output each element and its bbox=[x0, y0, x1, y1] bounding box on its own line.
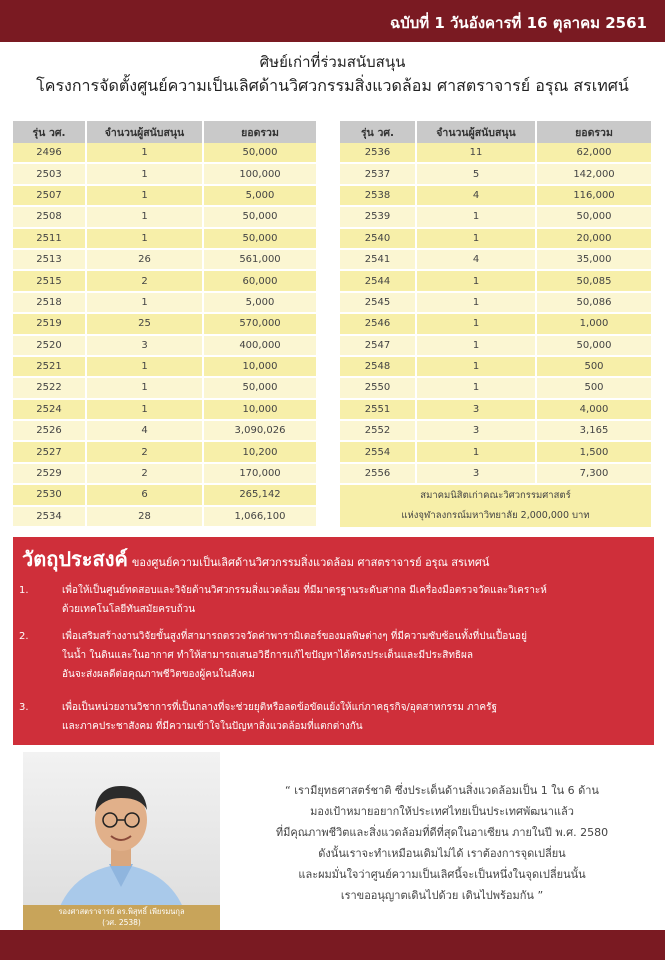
total-cell: 170,000 bbox=[203, 463, 317, 484]
count-cell: 1 bbox=[416, 270, 536, 291]
total-cell: 265,142 bbox=[203, 484, 317, 505]
table-row bbox=[13, 313, 317, 334]
total-cell: 500 bbox=[536, 356, 652, 377]
count-cell: 1 bbox=[416, 313, 536, 334]
class-cell: 2511 bbox=[13, 228, 86, 249]
count-cell: 1 bbox=[86, 399, 203, 420]
count-cell: 3 bbox=[86, 335, 203, 356]
count-cell: 1 bbox=[416, 206, 536, 227]
total-cell: 3,165 bbox=[536, 420, 652, 441]
count-cell: 1 bbox=[416, 441, 536, 462]
class-cell: 2524 bbox=[13, 399, 86, 420]
class-cell: 2503 bbox=[13, 163, 86, 184]
col-class-header: รุ่น วศ. bbox=[13, 121, 86, 143]
total-cell: 50,000 bbox=[203, 228, 317, 249]
table-row bbox=[340, 377, 652, 398]
objective-line: และภาคประชาสังคม ที่มีความเข้าใจในปัญหาสิ่งแวดล้อมที่แตกต่างกัน bbox=[62, 721, 363, 732]
association-note bbox=[340, 484, 652, 528]
table-row bbox=[13, 484, 317, 505]
objective-line: ในน้ำ ในดินและในอากาศ ทำให้สามารถเสนอวิธีการแก้ไขปัญหาได้ตรงประเด็นและมีประสิทธิผล bbox=[62, 650, 473, 661]
table-row bbox=[340, 420, 652, 441]
class-cell: 2544 bbox=[340, 270, 416, 291]
class-cell: 2519 bbox=[13, 313, 86, 334]
title-line-2: โครงการจัดตั้งศูนย์ความเป็นเลิศด้านวิศวกรรมสิ่งแวดล้อม ศาสตราจารย์ อรุณ สรเทศน์ bbox=[36, 76, 629, 95]
table-row bbox=[13, 143, 317, 163]
col-total-header: ยอดรวม bbox=[536, 121, 652, 143]
total-cell: 1,000 bbox=[536, 313, 652, 334]
total-cell: 35,000 bbox=[536, 249, 652, 270]
total-cell: 50,086 bbox=[536, 292, 652, 313]
count-cell: 25 bbox=[86, 313, 203, 334]
class-cell: 2541 bbox=[340, 249, 416, 270]
count-cell: 2 bbox=[86, 441, 203, 462]
objective-line: อันจะส่งผลดีต่อคุณภาพชีวิตของผู้คนในสังคม bbox=[62, 669, 255, 680]
total-cell: 10,200 bbox=[203, 441, 317, 462]
count-cell: 1 bbox=[86, 163, 203, 184]
class-cell: 2545 bbox=[340, 292, 416, 313]
count-cell: 1 bbox=[86, 377, 203, 398]
objective-number: 1. bbox=[19, 585, 29, 596]
count-cell: 4 bbox=[416, 249, 536, 270]
table-row bbox=[13, 420, 317, 441]
total-cell: 100,000 bbox=[203, 163, 317, 184]
total-cell: 60,000 bbox=[203, 270, 317, 291]
class-cell: 2552 bbox=[340, 420, 416, 441]
class-cell: 2522 bbox=[13, 377, 86, 398]
class-cell: 2540 bbox=[340, 228, 416, 249]
count-cell: 3 bbox=[416, 399, 536, 420]
class-cell: 2527 bbox=[13, 441, 86, 462]
table-row bbox=[13, 356, 317, 377]
objective-number: 2. bbox=[19, 631, 29, 642]
table-row bbox=[340, 463, 652, 484]
total-cell: 142,000 bbox=[536, 163, 652, 184]
class-cell: 2534 bbox=[13, 506, 86, 527]
total-cell: 1,500 bbox=[536, 441, 652, 462]
total-cell: 50,000 bbox=[203, 206, 317, 227]
total-cell: 561,000 bbox=[203, 249, 317, 270]
class-cell: 2554 bbox=[340, 441, 416, 462]
class-cell: 2539 bbox=[340, 206, 416, 227]
total-cell: 50,000 bbox=[536, 206, 652, 227]
donor-table-left bbox=[13, 121, 318, 528]
total-cell: 20,000 bbox=[536, 228, 652, 249]
table-row bbox=[340, 270, 652, 291]
issue-date: ฉบับที่ 1 วันอังคารที่ 16 ตุลาคม 2561 bbox=[389, 14, 647, 32]
donor-table-right bbox=[340, 121, 653, 529]
objectives-heading: วัตถุประสงค์ bbox=[22, 547, 128, 571]
total-cell: 50,000 bbox=[203, 143, 317, 163]
total-cell: 500 bbox=[536, 377, 652, 398]
count-cell: 11 bbox=[416, 143, 536, 163]
table-row bbox=[340, 335, 652, 356]
donor-table-left-body bbox=[13, 143, 317, 527]
table-row bbox=[13, 163, 317, 184]
quote-line: ดังนั้นเราจะทำเหมือนเดิมไม่ได้ เราต้องการจุดเปลี่ยน bbox=[318, 847, 566, 860]
count-cell: 3 bbox=[416, 420, 536, 441]
count-cell: 1 bbox=[416, 356, 536, 377]
class-cell: 2556 bbox=[340, 463, 416, 484]
table-row bbox=[13, 399, 317, 420]
objectives-header bbox=[22, 543, 489, 575]
page-title bbox=[0, 50, 665, 98]
col-count-header: จำนวนผู้สนับสนุน bbox=[416, 121, 536, 143]
count-cell: 28 bbox=[86, 506, 203, 527]
col-count-header: จำนวนผู้สนับสนุน bbox=[86, 121, 203, 143]
table-row bbox=[13, 506, 317, 527]
count-cell: 1 bbox=[86, 292, 203, 313]
class-cell: 2548 bbox=[340, 356, 416, 377]
objective-item-3 bbox=[19, 698, 497, 736]
table-row bbox=[13, 441, 317, 462]
total-cell: 62,000 bbox=[536, 143, 652, 163]
count-cell: 2 bbox=[86, 463, 203, 484]
count-cell: 1 bbox=[86, 356, 203, 377]
class-cell: 2547 bbox=[340, 335, 416, 356]
table-row bbox=[13, 206, 317, 227]
table-row bbox=[13, 292, 317, 313]
quote-line: “ เรามียุทธศาสตร์ชาติ ซึ่งประเด็นด้านสิ่งแวดล้อมเป็น 1 ใน 6 ด้าน bbox=[285, 784, 599, 797]
count-cell: 1 bbox=[416, 377, 536, 398]
objective-line: เพื่อเสริมสร้างงานวิจัยขั้นสูงที่สามารถตรวจวัดค่าพารามิเตอร์ของมลพิษต่างๆ ที่มีความซับซ้อนทั้งที่ปนเปื้อนอยู่ bbox=[62, 631, 527, 642]
table-row bbox=[340, 356, 652, 377]
col-class-header: รุ่น วศ. bbox=[340, 121, 416, 143]
total-cell: 400,000 bbox=[203, 335, 317, 356]
count-cell: 3 bbox=[416, 463, 536, 484]
class-cell: 2551 bbox=[340, 399, 416, 420]
total-cell: 5,000 bbox=[203, 185, 317, 206]
table-row bbox=[340, 441, 652, 462]
portrait-caption bbox=[23, 905, 220, 930]
bottom-banner bbox=[0, 930, 665, 960]
total-cell: 5,000 bbox=[203, 292, 317, 313]
total-cell: 7,300 bbox=[536, 463, 652, 484]
class-cell: 2530 bbox=[13, 484, 86, 505]
donor-table-right-body bbox=[340, 143, 652, 484]
class-cell: 2529 bbox=[13, 463, 86, 484]
total-cell: 10,000 bbox=[203, 356, 317, 377]
portrait-caption-name: รองศาสตราจารย์ ดร.พิสุทธิ์ เพียรมนกุล bbox=[58, 907, 185, 916]
title-line-1: ศิษย์เก่าที่ร่วมสนับสนุน bbox=[259, 53, 406, 71]
table-row bbox=[340, 313, 652, 334]
total-cell: 50,085 bbox=[536, 270, 652, 291]
total-cell: 1,066,100 bbox=[203, 506, 317, 527]
total-cell: 10,000 bbox=[203, 399, 317, 420]
association-note-line-2: แห่งจุฬาลงกรณ์มหาวิทยาลัย 2,000,000 บาท bbox=[401, 510, 590, 522]
total-cell: 50,000 bbox=[203, 377, 317, 398]
table-row bbox=[340, 143, 652, 163]
class-cell: 2546 bbox=[340, 313, 416, 334]
table-row bbox=[340, 228, 652, 249]
table-row bbox=[13, 377, 317, 398]
count-cell: 1 bbox=[86, 143, 203, 163]
total-cell: 50,000 bbox=[536, 335, 652, 356]
objective-item-2 bbox=[19, 627, 527, 684]
objectives-subheading: ของศูนย์ความเป็นเลิศด้านวิศวกรรมสิ่งแวดล้อม ศาสตราจารย์ อรุณ สรเทศน์ bbox=[131, 556, 490, 569]
portrait-photo bbox=[23, 752, 220, 930]
count-cell: 5 bbox=[416, 163, 536, 184]
count-cell: 1 bbox=[86, 206, 203, 227]
class-cell: 2536 bbox=[340, 143, 416, 163]
count-cell: 1 bbox=[416, 335, 536, 356]
association-note-line-1: สมาคมนิสิตเก่าคณะวิศวกรรมศาสตร์ bbox=[420, 490, 571, 502]
objective-line: เพื่อให้เป็นศูนย์ทดสอบและวิจัยด้านวิศวกรรมสิ่งแวดล้อม ที่มีมาตรฐานระดับสากล มีเครื่องมือตรวจวัดและวิเคราะห์ bbox=[62, 585, 547, 596]
objective-line: ด้วยเทคโนโลยีทันสมัยครบถ้วน bbox=[62, 604, 196, 615]
table-row bbox=[13, 463, 317, 484]
table-row bbox=[340, 206, 652, 227]
table-row bbox=[13, 249, 317, 270]
class-cell: 2515 bbox=[13, 270, 86, 291]
count-cell: 1 bbox=[416, 292, 536, 313]
count-cell: 1 bbox=[86, 228, 203, 249]
class-cell: 2537 bbox=[340, 163, 416, 184]
class-cell: 2513 bbox=[13, 249, 86, 270]
objective-item-1 bbox=[19, 581, 547, 619]
total-cell: 116,000 bbox=[536, 185, 652, 206]
table-row bbox=[340, 292, 652, 313]
class-cell: 2521 bbox=[13, 356, 86, 377]
count-cell: 4 bbox=[86, 420, 203, 441]
table-row bbox=[13, 335, 317, 356]
table-row bbox=[13, 270, 317, 291]
class-cell: 2507 bbox=[13, 185, 86, 206]
quote-line: มองเป้าหมายอยากให้ประเทศไทยเป็นประเทศพัฒนาแล้ว bbox=[310, 805, 574, 818]
quote-block bbox=[232, 780, 652, 906]
total-cell: 570,000 bbox=[203, 313, 317, 334]
total-cell: 4,000 bbox=[536, 399, 652, 420]
class-cell: 2518 bbox=[13, 292, 86, 313]
class-cell: 2520 bbox=[13, 335, 86, 356]
person-portrait-icon bbox=[23, 752, 220, 930]
count-cell: 1 bbox=[86, 185, 203, 206]
class-cell: 2526 bbox=[13, 420, 86, 441]
class-cell: 2550 bbox=[340, 377, 416, 398]
count-cell: 2 bbox=[86, 270, 203, 291]
table-row bbox=[13, 185, 317, 206]
objectives-box bbox=[13, 537, 654, 745]
class-cell: 2508 bbox=[13, 206, 86, 227]
count-cell: 6 bbox=[86, 484, 203, 505]
class-cell: 2496 bbox=[13, 143, 86, 163]
table-row bbox=[340, 185, 652, 206]
class-cell: 2538 bbox=[340, 185, 416, 206]
table-row bbox=[340, 163, 652, 184]
objective-line: เพื่อเป็นหน่วยงานวิชาการที่เป็นกลางที่จะช่วยยุติหรือลดข้อขัดแย้งให้แก่ภาคธุรกิจ/อุตสาหกรรม ภาครัฐ bbox=[62, 702, 497, 713]
top-banner bbox=[0, 0, 665, 42]
count-cell: 26 bbox=[86, 249, 203, 270]
total-cell: 3,090,026 bbox=[203, 420, 317, 441]
objective-number: 3. bbox=[19, 702, 29, 713]
table-row bbox=[13, 228, 317, 249]
quote-line: ที่มีคุณภาพชีวิตและสิ่งแวดล้อมที่ดีที่สุดในอาเซียน ภายในปี พ.ศ. 2580 bbox=[275, 826, 609, 839]
table-row bbox=[340, 249, 652, 270]
quote-line: เราขออนุญาตเดินไปด้วย เดินไปพร้อมกัน ” bbox=[340, 889, 544, 902]
col-total-header: ยอดรวม bbox=[203, 121, 317, 143]
count-cell: 4 bbox=[416, 185, 536, 206]
table-row bbox=[340, 399, 652, 420]
quote-line: และผมมั่นใจว่าศูนย์ความเป็นเลิศนี้จะเป็นหนึ่งในจุดเปลี่ยนนั้น bbox=[298, 868, 586, 881]
portrait-caption-class: (วศ. 2538) bbox=[102, 918, 141, 927]
count-cell: 1 bbox=[416, 228, 536, 249]
